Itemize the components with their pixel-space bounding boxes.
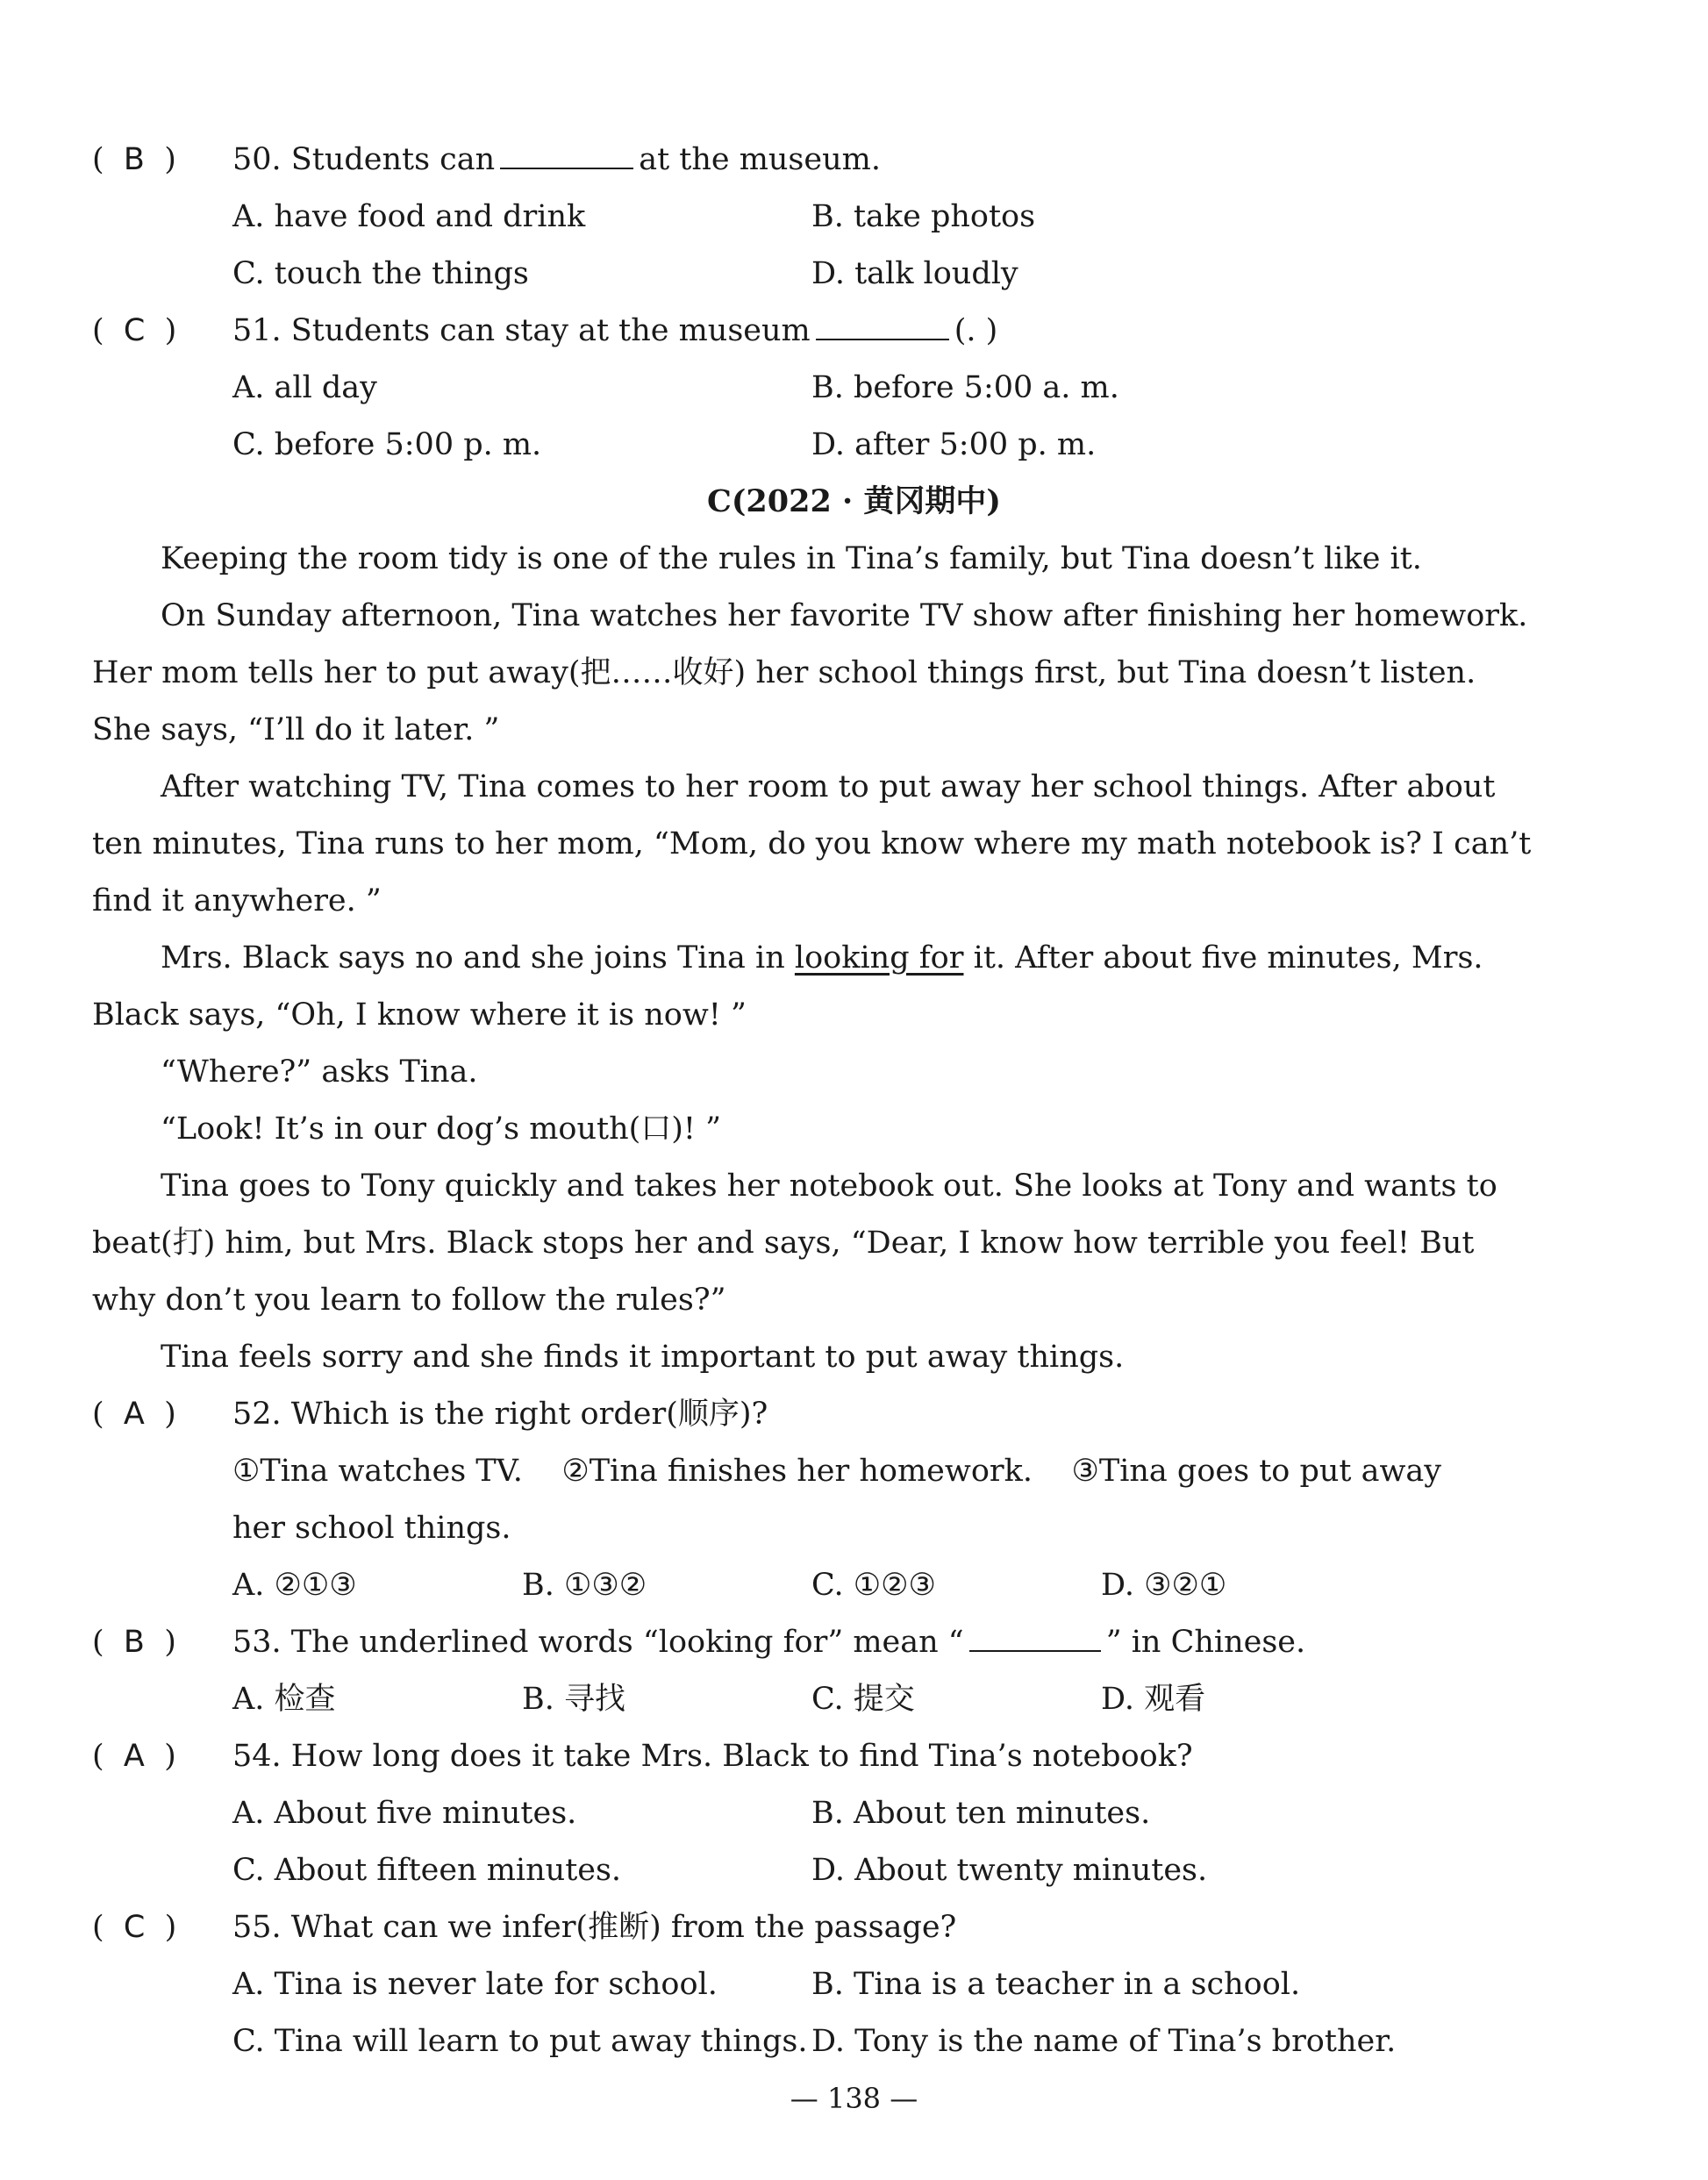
option-c: C. touch the things [232, 256, 529, 291]
passage-line: why don’t you learn to follow the rules?” [92, 1283, 726, 1318]
answer-bracket: ( A ) [92, 1739, 176, 1774]
option-b: B. Tina is a teacher in a school. [811, 1967, 1301, 2002]
option-c: C. Tina will learn to put away things. [232, 2024, 808, 2059]
option-b: B. About ten minutes. [811, 1796, 1151, 1831]
answer-letter: A [123, 1397, 145, 1432]
question-50: ( B ) 50. Students can at the museum. [92, 139, 881, 181]
answer-letter: C [123, 1910, 146, 1945]
answer-letter: B [123, 142, 145, 177]
option-c: C. before 5:00 p. m. [232, 427, 542, 462]
passage-line: ten minutes, Tina runs to her mom, “Mom, do you know where my math notebook is? I can’t [92, 826, 1532, 861]
section-title: C(2022 · 黄冈期中) [707, 483, 1001, 519]
passage-line: find it anywhere. ” [92, 883, 382, 918]
answer-blank [500, 141, 633, 169]
passage-line: Black says, “Oh, I know where it is now! ” [92, 997, 747, 1033]
option-d: D. 观看 [1101, 1682, 1206, 1717]
passage-line: Her mom tells her to put away(把……收好) her school things first, but Tina doesn’t listen. [92, 655, 1476, 690]
passage-paragraph: Mrs. Black says no and she joins Tina in looking for it. After about five minutes, Mrs. [161, 940, 1483, 976]
option-b: B. before 5:00 a. m. [811, 370, 1119, 405]
option-a: A. have food and drink [232, 199, 586, 234]
order-items: ①Tina watches TV. ②Tina finishes her homework. ③Tina goes to put away [232, 1454, 1442, 1489]
passage-paragraph: “Look! It’s in our dog’s mouth(口)! ” [161, 1111, 722, 1147]
option-c: C. About fifteen minutes. [232, 1853, 622, 1888]
option-d: D. after 5:00 p. m. [811, 427, 1097, 462]
option-d: D. Tony is the name of Tina’s brother. [811, 2024, 1397, 2059]
option-c: C. ①②③ [811, 1568, 936, 1603]
answer-letter: B [123, 1625, 145, 1660]
answer-blank [969, 1624, 1101, 1652]
option-a: A. About five minutes. [232, 1796, 577, 1831]
passage-paragraph: After watching TV, Tina comes to her room to put away her school things. After about [161, 769, 1496, 804]
passage-paragraph: On Sunday afternoon, Tina watches her favorite TV show after finishing her homework. [161, 598, 1528, 633]
passage-paragraph: Tina feels sorry and she finds it important to put away things. [161, 1340, 1125, 1375]
question-53: ( B ) 53. The underlined words “looking for” mean “ ” in Chinese. [92, 1621, 1305, 1663]
option-c: C. 提交 [811, 1682, 915, 1717]
answer-bracket: ( B ) [92, 142, 176, 177]
passage-paragraph: “Where?” asks Tina. [161, 1054, 478, 1090]
question-54: ( A ) 54. How long does it take Mrs. Black to find Tina’s notebook? [92, 1735, 1193, 1777]
page-number: — 138 — [790, 2082, 918, 2115]
answer-blank [816, 312, 949, 340]
underlined-phrase: looking for [794, 940, 964, 976]
answer-bracket: ( C ) [92, 1910, 177, 1945]
option-a: A. 检查 [232, 1682, 336, 1717]
answer-letter: A [123, 1739, 145, 1774]
option-a: A. ②①③ [232, 1568, 357, 1603]
option-d: D. ③②① [1101, 1568, 1227, 1603]
question-51: ( C ) 51. Students can stay at the museum (. ) [92, 310, 997, 352]
question-55: ( C ) 55. What can we infer(推断) from the passage? [92, 1906, 956, 1948]
answer-bracket: ( A ) [92, 1397, 176, 1432]
answer-bracket: ( C ) [92, 313, 177, 348]
passage-line: beat(打) him, but Mrs. Black stops her and says, “Dear, I know how terrible you feel! But [92, 1226, 1475, 1261]
option-b: B. ①③② [522, 1568, 647, 1603]
option-a: A. Tina is never late for school. [232, 1967, 718, 2002]
option-b: B. take photos [811, 199, 1036, 234]
answer-letter: C [123, 313, 146, 348]
passage-line: She says, “I’ll do it later. ” [92, 712, 500, 747]
question-52: ( A ) 52. Which is the right order(顺序)? [92, 1393, 768, 1435]
option-a: A. all day [232, 370, 377, 405]
passage-paragraph: Keeping the room tidy is one of the rules in Tina’s family, but Tina doesn’t like it. [161, 541, 1422, 576]
option-d: D. talk loudly [811, 256, 1018, 291]
passage-paragraph: Tina goes to Tony quickly and takes her notebook out. She looks at Tony and wants to [161, 1169, 1497, 1204]
order-items: her school things. [232, 1511, 511, 1546]
option-d: D. About twenty minutes. [811, 1853, 1208, 1888]
answer-bracket: ( B ) [92, 1625, 176, 1660]
option-b: B. 寻找 [522, 1682, 625, 1717]
